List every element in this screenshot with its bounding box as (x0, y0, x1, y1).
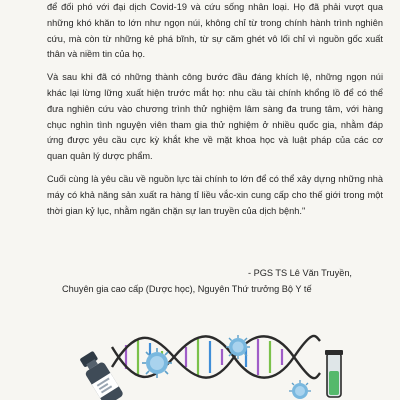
paragraph-1: để đối phó với đại dịch Covid-19 và cứu sống nhân loại. Họ đã phải vượt qua những khó khăn to lớn như ngọn núi, không chỉ từ trong chính hành trình nghiên cứu, mà còn từ những kẻ phá bĩnh, từ sự căm ghét vô lối chỉ vì nguồn gốc xuất thân và niềm tin của họ. (47, 2, 383, 60)
dna-helix-icon (112, 336, 320, 378)
test-tube-icon (325, 350, 343, 397)
signature-title: Chuyên gia cao cấp (Dược học), Nguyên Thứ trưởng Bộ Y tế (62, 284, 312, 294)
vaccine-illustration (0, 325, 400, 400)
signature-name: - PGS TS Lê Văn Truyền, (247, 268, 352, 278)
paragraph-2: Và sau khi đã có những thành công bước đầu đáng khích lệ, những ngọn núi khác lại lừng lững xuất hiện trước mắt họ: nhu cầu tài chính khổng lồ để có thể đưa nghiên cứu vào chương trình thử nghiệm lâm sàng đa trung tâm, với hàng chục nghìn tình nguyện viên tham gia thử nghiệm ở nhiều quốc gia, nhằm đáp ứng được yêu cầu cực kỳ khắt khe về mặt khoa học và luật pháp của các cơ quan quản lý dược phẩm. (47, 72, 383, 162)
body-text (47, 0, 383, 219)
paragraph-3: Cuối cùng là yêu cầu về nguồn lực tài chính to lớn để có thể xây dựng những nhà máy có khả năng sản xuất ra hàng tỉ liều vắc-xin cung cấp cho thế giới trong một thời gian kỷ lục, nhằm ngăn chặn sự lan truyền của dịch bệnh." (47, 173, 383, 216)
